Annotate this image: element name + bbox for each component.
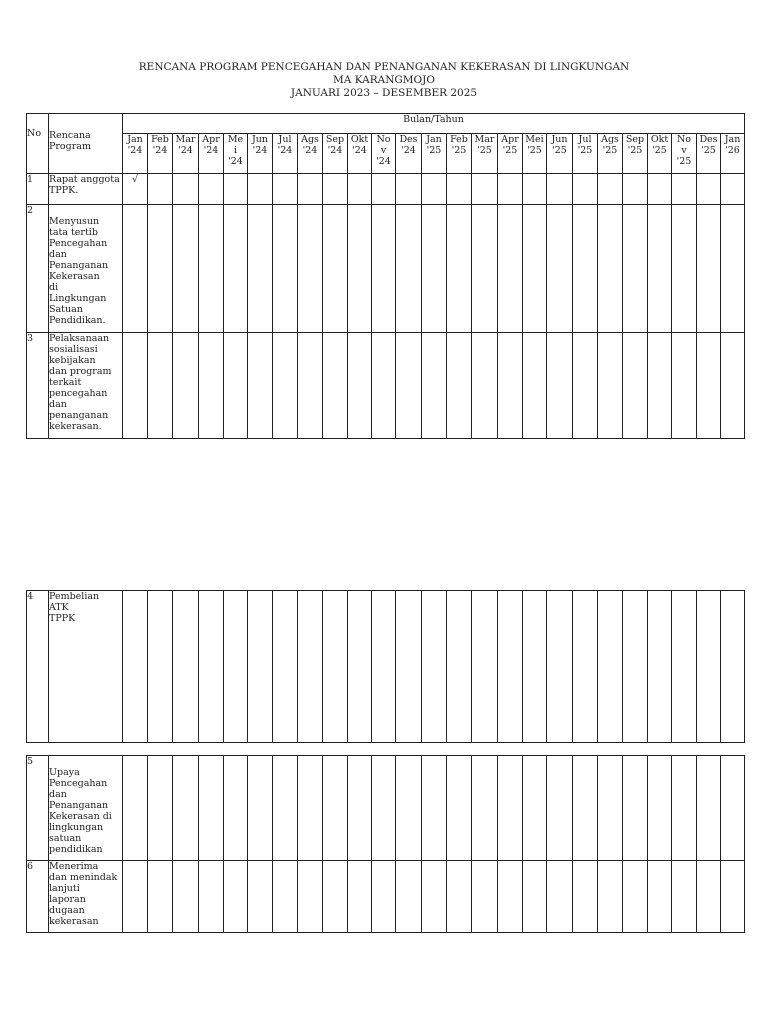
schedule-cell (447, 174, 472, 205)
table-row (27, 205, 745, 333)
schedule-cell (422, 205, 447, 333)
schedule-cell (472, 591, 498, 743)
header-month: Mar '24 (173, 134, 199, 174)
schedule-cell (199, 756, 224, 861)
schedule-cell: √ (123, 174, 148, 205)
header-month: Jan '25 (422, 134, 447, 174)
schedule-cell (173, 756, 199, 861)
schedule-cell (323, 333, 348, 439)
schedule-cell (199, 174, 224, 205)
header-month: Apr '24 (199, 134, 224, 174)
schedule-cell (348, 756, 372, 861)
schedule-cell (372, 205, 396, 333)
schedule-cell (248, 591, 273, 743)
header-month: No v '24 (372, 134, 396, 174)
schedule-cell (472, 756, 498, 861)
header-month: Ags '24 (298, 134, 323, 174)
schedule-cell (573, 591, 598, 743)
schedule-cell (623, 591, 648, 743)
schedule-cell (447, 861, 472, 933)
header-no: No (27, 114, 49, 174)
table-row (27, 333, 745, 439)
schedule-cell (224, 861, 248, 933)
header-month: Jun '24 (248, 134, 273, 174)
schedule-cell (173, 174, 199, 205)
schedule-cell (573, 756, 598, 861)
schedule-cell (323, 861, 348, 933)
schedule-cell (173, 333, 199, 439)
header-month: Jun '25 (547, 134, 573, 174)
schedule-cell (248, 174, 273, 205)
row-number: 3 (27, 333, 49, 439)
row-program: Pelaksanaan sosialisasi kebijakan dan program terkait pencegahan dan penanganan kekerasan. (49, 333, 123, 439)
schedule-cell (298, 861, 323, 933)
schedule-cell (372, 333, 396, 439)
header-month: Sep '25 (623, 134, 648, 174)
schedule-cell (672, 756, 697, 861)
schedule-cell (573, 333, 598, 439)
schedule-cell (472, 333, 498, 439)
schedule-cell (123, 205, 148, 333)
schedule-cell (598, 174, 623, 205)
schedule-cell (547, 333, 573, 439)
schedule-cell (472, 174, 498, 205)
schedule-cell (372, 861, 396, 933)
schedule-cell (447, 756, 472, 861)
schedule-cell (623, 756, 648, 861)
schedule-cell (472, 205, 498, 333)
schedule-cell (372, 756, 396, 861)
schedule-cell (422, 861, 447, 933)
schedule-cell (148, 756, 173, 861)
row-number: 4 (27, 591, 49, 743)
schedule-cell (148, 861, 173, 933)
schedule-cell (672, 174, 697, 205)
header-month: Des '25 (697, 134, 721, 174)
schedule-cell (273, 861, 298, 933)
schedule-cell (173, 861, 199, 933)
header-month: Mar '25 (472, 134, 498, 174)
schedule-cell (372, 591, 396, 743)
schedule-cell (672, 591, 697, 743)
schedule-cell (523, 756, 547, 861)
schedule-cell (422, 333, 447, 439)
row-number: 2 (27, 205, 49, 333)
header-month: Okt '25 (648, 134, 672, 174)
schedule-cell (273, 591, 298, 743)
schedule-cell (598, 861, 623, 933)
schedule-cell (623, 333, 648, 439)
schedule-cell (547, 861, 573, 933)
schedule-cell (248, 205, 273, 333)
header-month: Jan '26 (721, 134, 745, 174)
schedule-cell (721, 861, 745, 933)
schedule-cell (396, 205, 422, 333)
schedule-cell (273, 756, 298, 861)
schedule-cell (199, 861, 224, 933)
schedule-cell (547, 174, 573, 205)
schedule-cell (199, 333, 224, 439)
schedule-cell (447, 205, 472, 333)
schedule-cell (298, 756, 323, 861)
schedule-cell (721, 756, 745, 861)
schedule-cell (721, 205, 745, 333)
schedule-cell (697, 861, 721, 933)
schedule-cell (298, 333, 323, 439)
row-number: 6 (27, 861, 49, 933)
schedule-cell (422, 174, 447, 205)
schedule-cell (547, 205, 573, 333)
schedule-cell (697, 591, 721, 743)
schedule-cell (697, 756, 721, 861)
schedule-cell (697, 333, 721, 439)
table-row (27, 591, 745, 743)
schedule-cell (248, 861, 273, 933)
schedule-cell (396, 861, 422, 933)
schedule-cell (323, 205, 348, 333)
schedule-cell (396, 333, 422, 439)
schedule-cell (598, 756, 623, 861)
row-program: Upaya Pencegahan dan Penanganan Kekerasan di lingkungan satuan pendidikan (49, 756, 123, 861)
schedule-cell (573, 174, 598, 205)
header-month: Feb '24 (148, 134, 173, 174)
schedule-cell (298, 591, 323, 743)
schedule-cell (323, 174, 348, 205)
schedule-cell (123, 756, 148, 861)
schedule-cell (348, 333, 372, 439)
schedule-cell (721, 174, 745, 205)
schedule-cell (396, 174, 422, 205)
schedule-cell (224, 174, 248, 205)
schedule-cell (422, 756, 447, 861)
schedule-cell (323, 756, 348, 861)
schedule-cell (547, 591, 573, 743)
row-program: Menyusun tata tertib Pencegahan dan Penanganan Kekerasan di Lingkungan Satuan Pendidikan. (49, 205, 123, 333)
schedule-cell (224, 205, 248, 333)
schedule-cell (248, 756, 273, 861)
schedule-cell (697, 174, 721, 205)
header-month: Feb '25 (447, 134, 472, 174)
schedule-cell (598, 205, 623, 333)
schedule-cell (348, 174, 372, 205)
schedule-cell (348, 591, 372, 743)
schedule-cell (396, 591, 422, 743)
row-number: 5 (27, 756, 49, 861)
schedule-cell (298, 174, 323, 205)
schedule-cell (224, 591, 248, 743)
schedule-cell (648, 333, 672, 439)
schedule-cell (648, 205, 672, 333)
schedule-cell (447, 591, 472, 743)
row-number: 1 (27, 174, 49, 205)
schedule-cell (672, 861, 697, 933)
document-title (0, 61, 768, 100)
schedule-cell (523, 174, 547, 205)
schedule-cell (372, 174, 396, 205)
schedule-cell (396, 756, 422, 861)
header-month: Apr '25 (498, 134, 523, 174)
schedule-cell (498, 174, 523, 205)
schedule-cell (573, 205, 598, 333)
schedule-cell (573, 861, 598, 933)
header-month: Jan '24 (123, 134, 148, 174)
schedule-cell (623, 861, 648, 933)
schedule-cell (648, 174, 672, 205)
header-month: Jul '25 (573, 134, 598, 174)
schedule-cell (498, 333, 523, 439)
title-line-3: JANUARI 2023 – DESEMBER 2025 (290, 87, 478, 99)
schedule-cell (148, 333, 173, 439)
row-program: Menerima dan menindak lanjuti laporan dugaan kekerasan (49, 861, 123, 933)
schedule-cell (173, 591, 199, 743)
row-program: Pembelian ATK TPPK (49, 591, 123, 743)
schedule-cell (447, 333, 472, 439)
table-row (27, 861, 745, 933)
schedule-cell (648, 861, 672, 933)
header-month: Mei '25 (523, 134, 547, 174)
schedule-cell (648, 756, 672, 861)
schedule-cell (697, 205, 721, 333)
schedule-cell (648, 591, 672, 743)
header-program: Rencana Program (49, 114, 123, 174)
schedule-cell (224, 333, 248, 439)
header-month: Me i '24 (224, 134, 248, 174)
schedule-cell (148, 591, 173, 743)
title-line-2: MA KARANGMOJO (333, 74, 435, 86)
schedule-cell (123, 333, 148, 439)
table-row (27, 174, 745, 205)
title-line-1: RENCANA PROGRAM PENCEGAHAN DAN PENANGANAN KEKERASAN DI LINGKUNGAN (138, 61, 630, 73)
schedule-cell (547, 756, 573, 861)
schedule-cell (273, 174, 298, 205)
schedule-cell (498, 205, 523, 333)
header-month: Des '24 (396, 134, 422, 174)
schedule-cell (523, 205, 547, 333)
header-period: Bulan/Tahun (123, 114, 745, 134)
schedule-cell (721, 591, 745, 743)
schedule-cell (224, 756, 248, 861)
header-month: Ags '25 (598, 134, 623, 174)
header-month: No v '25 (672, 134, 697, 174)
schedule-cell (273, 205, 298, 333)
schedule-cell (498, 591, 523, 743)
schedule-cell (623, 174, 648, 205)
schedule-cell (248, 333, 273, 439)
header-month: Sep '24 (323, 134, 348, 174)
schedule-cell (123, 861, 148, 933)
schedule-table-part-2 (26, 590, 745, 743)
schedule-cell (523, 333, 547, 439)
header-month: Okt '24 (348, 134, 372, 174)
schedule-cell (672, 205, 697, 333)
schedule-cell (498, 861, 523, 933)
schedule-table-part-1 (26, 113, 745, 439)
schedule-cell (422, 591, 447, 743)
schedule-cell (148, 205, 173, 333)
schedule-cell (298, 205, 323, 333)
schedule-cell (348, 861, 372, 933)
schedule-cell (123, 591, 148, 743)
schedule-cell (523, 591, 547, 743)
schedule-cell (598, 591, 623, 743)
schedule-cell (199, 205, 224, 333)
schedule-cell (348, 205, 372, 333)
schedule-cell (148, 174, 173, 205)
schedule-cell (173, 205, 199, 333)
schedule-cell (199, 591, 224, 743)
schedule-cell (672, 333, 697, 439)
schedule-cell (273, 333, 298, 439)
schedule-cell (721, 333, 745, 439)
table-row (27, 756, 745, 861)
schedule-cell (598, 333, 623, 439)
schedule-cell (498, 756, 523, 861)
header-month: Jul '24 (273, 134, 298, 174)
schedule-table-part-3 (26, 755, 745, 933)
schedule-cell (472, 861, 498, 933)
row-program: Rapat anggota TPPK. (49, 174, 123, 205)
schedule-cell (623, 205, 648, 333)
schedule-cell (523, 861, 547, 933)
schedule-cell (323, 591, 348, 743)
